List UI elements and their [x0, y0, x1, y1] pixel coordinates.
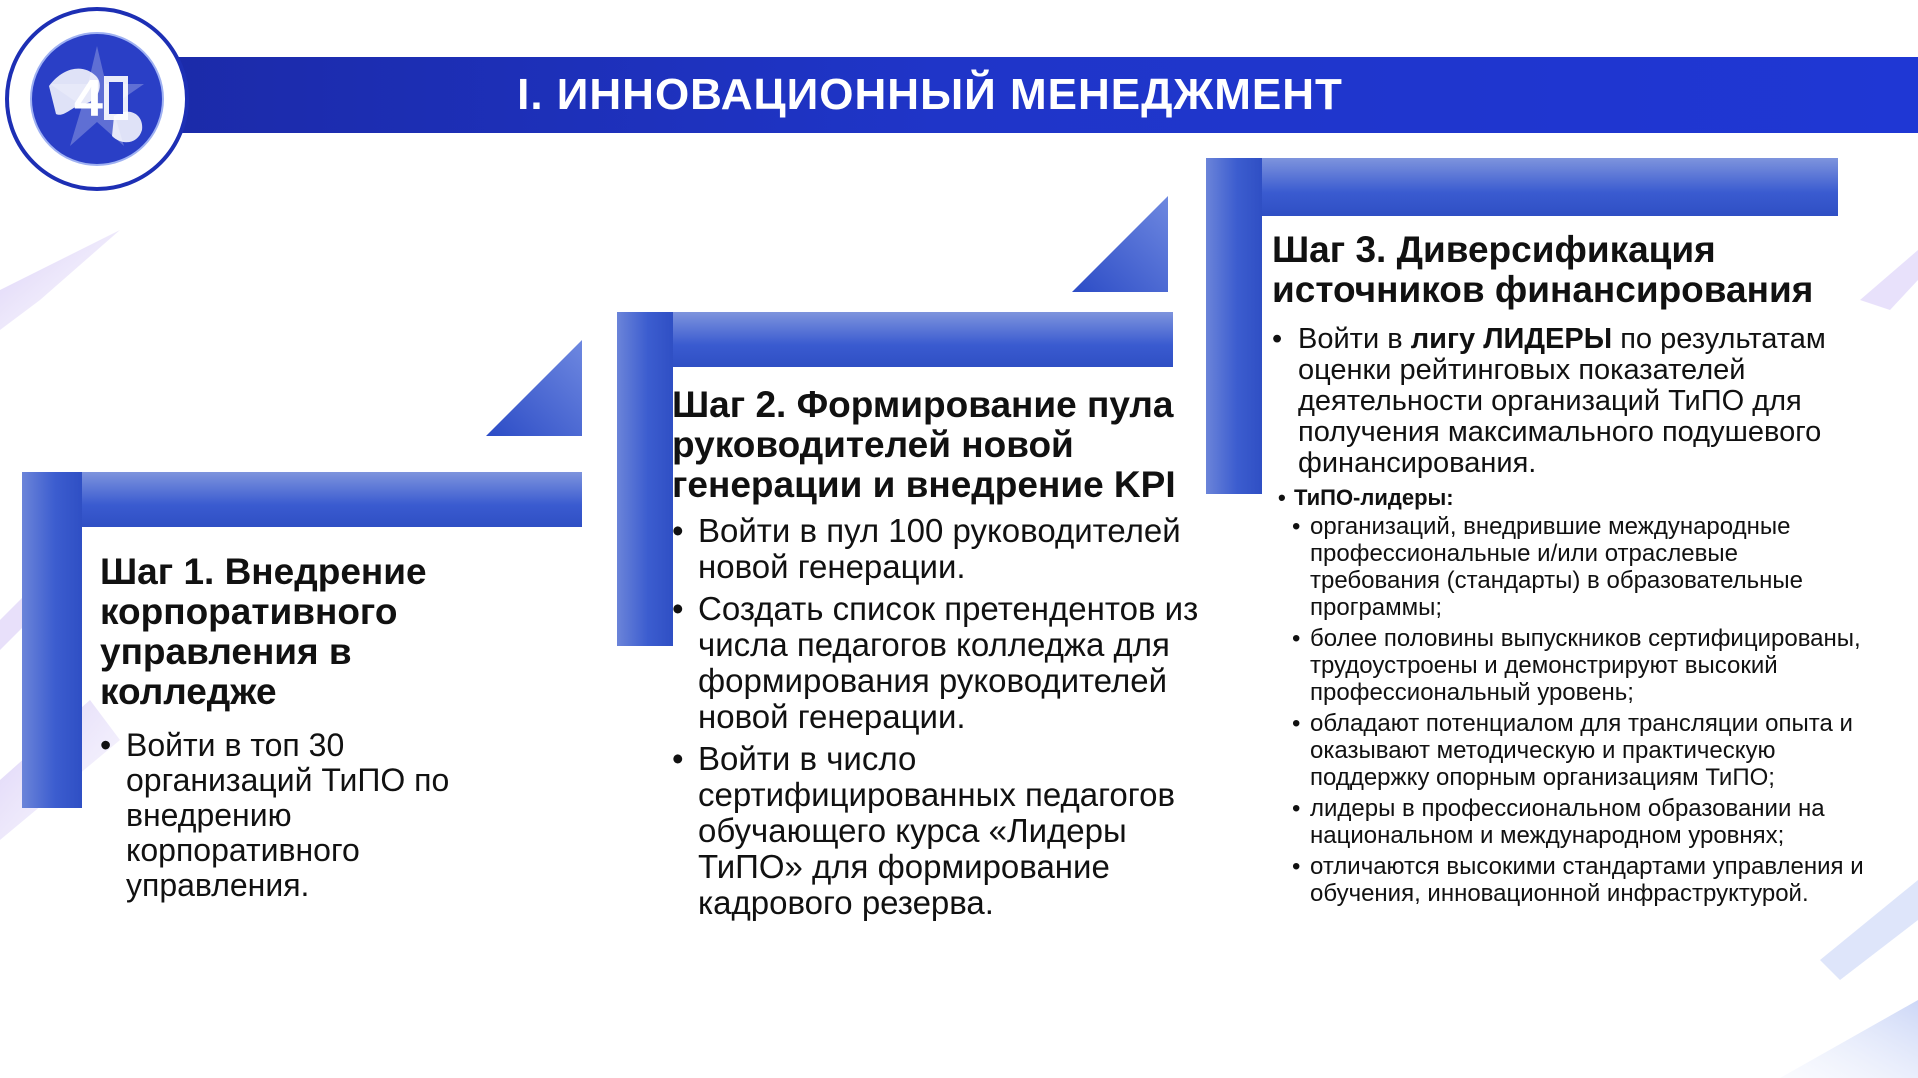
list-item: • организаций, внедрившие международные профессиональные и/или отраслевые требования (стандарты) в образовательные программы;	[1292, 513, 1872, 621]
step-1	[100, 552, 520, 903]
step-2-list	[672, 513, 1212, 921]
step-3-sub-list	[1272, 513, 1872, 907]
list-item: • Войти в пул 100 руководителей новой генерации.	[672, 513, 1212, 585]
list-item	[1272, 324, 1872, 479]
svg-text:4: 4	[74, 70, 103, 128]
page-title: I. ИННОВАЦИОННЫЙ МЕНЕДЖМЕНТ	[517, 70, 1343, 119]
step1-arrow-triangle	[486, 340, 582, 436]
step-1-list	[100, 728, 520, 903]
list-item-text: по результатам оценки рейтинговых показателей деятельности организаций ТиПО для получения максимального подушевого финансирования.	[1298, 323, 1826, 479]
list-item: • более половины выпускников сертифицированы, трудоустроены и демонстрируют высокий профессиональный уровень;	[1292, 625, 1872, 706]
step1-bar-vertical	[22, 472, 82, 808]
step-3-title: Шаг 3. Диверсификация источников финансирования	[1272, 229, 1814, 310]
step2-bar-vertical	[617, 312, 673, 646]
list-item: • Создать список претендентов из числа педагогов колледжа для формирования руководителей новой генерации.	[672, 591, 1212, 735]
step2-arrow-triangle	[1072, 196, 1168, 292]
step1-bar-horizontal	[22, 472, 582, 527]
sub-heading: • ТиПО-лидеры:	[1272, 485, 1872, 511]
list-item-emphasis: лигу ЛИДЕРЫ	[1410, 323, 1613, 355]
list-item: • Войти в число сертифицированных педагогов обучающего курса «Лидеры ТиПО» для формирование кадрового резерва.	[672, 741, 1212, 921]
college-logo	[4, 6, 190, 192]
step-1-title: Шаг 1. Внедрение корпоративного управления в колледже	[100, 551, 427, 712]
step3-bar-horizontal	[1206, 158, 1838, 216]
step-3	[1272, 230, 1872, 911]
step3-bar-vertical	[1206, 158, 1262, 494]
step-2	[672, 385, 1212, 927]
list-item: • Войти в топ 30 организаций ТиПО по внедрению корпоративного управления.	[100, 728, 520, 903]
list-item: • лидеры в профессиональном образовании на национальном и международном уровнях;	[1292, 795, 1872, 849]
step-3-list	[1272, 324, 1872, 479]
step2-bar-horizontal	[617, 312, 1173, 367]
list-item-text: Войти в	[1298, 323, 1411, 355]
list-item: • обладают потенциалом для трансляции опыта и оказывают методическую и практическую поддержку опорным организациям ТиПО;	[1292, 710, 1872, 791]
list-item: • отличаются высокими стандартами управления и обучения, инновационной инфраструктурой.	[1292, 853, 1872, 907]
title-banner	[140, 57, 1918, 133]
step-2-title: Шаг 2. Формирование пула руководителей новой генерации и внедрение KPI	[672, 384, 1176, 505]
